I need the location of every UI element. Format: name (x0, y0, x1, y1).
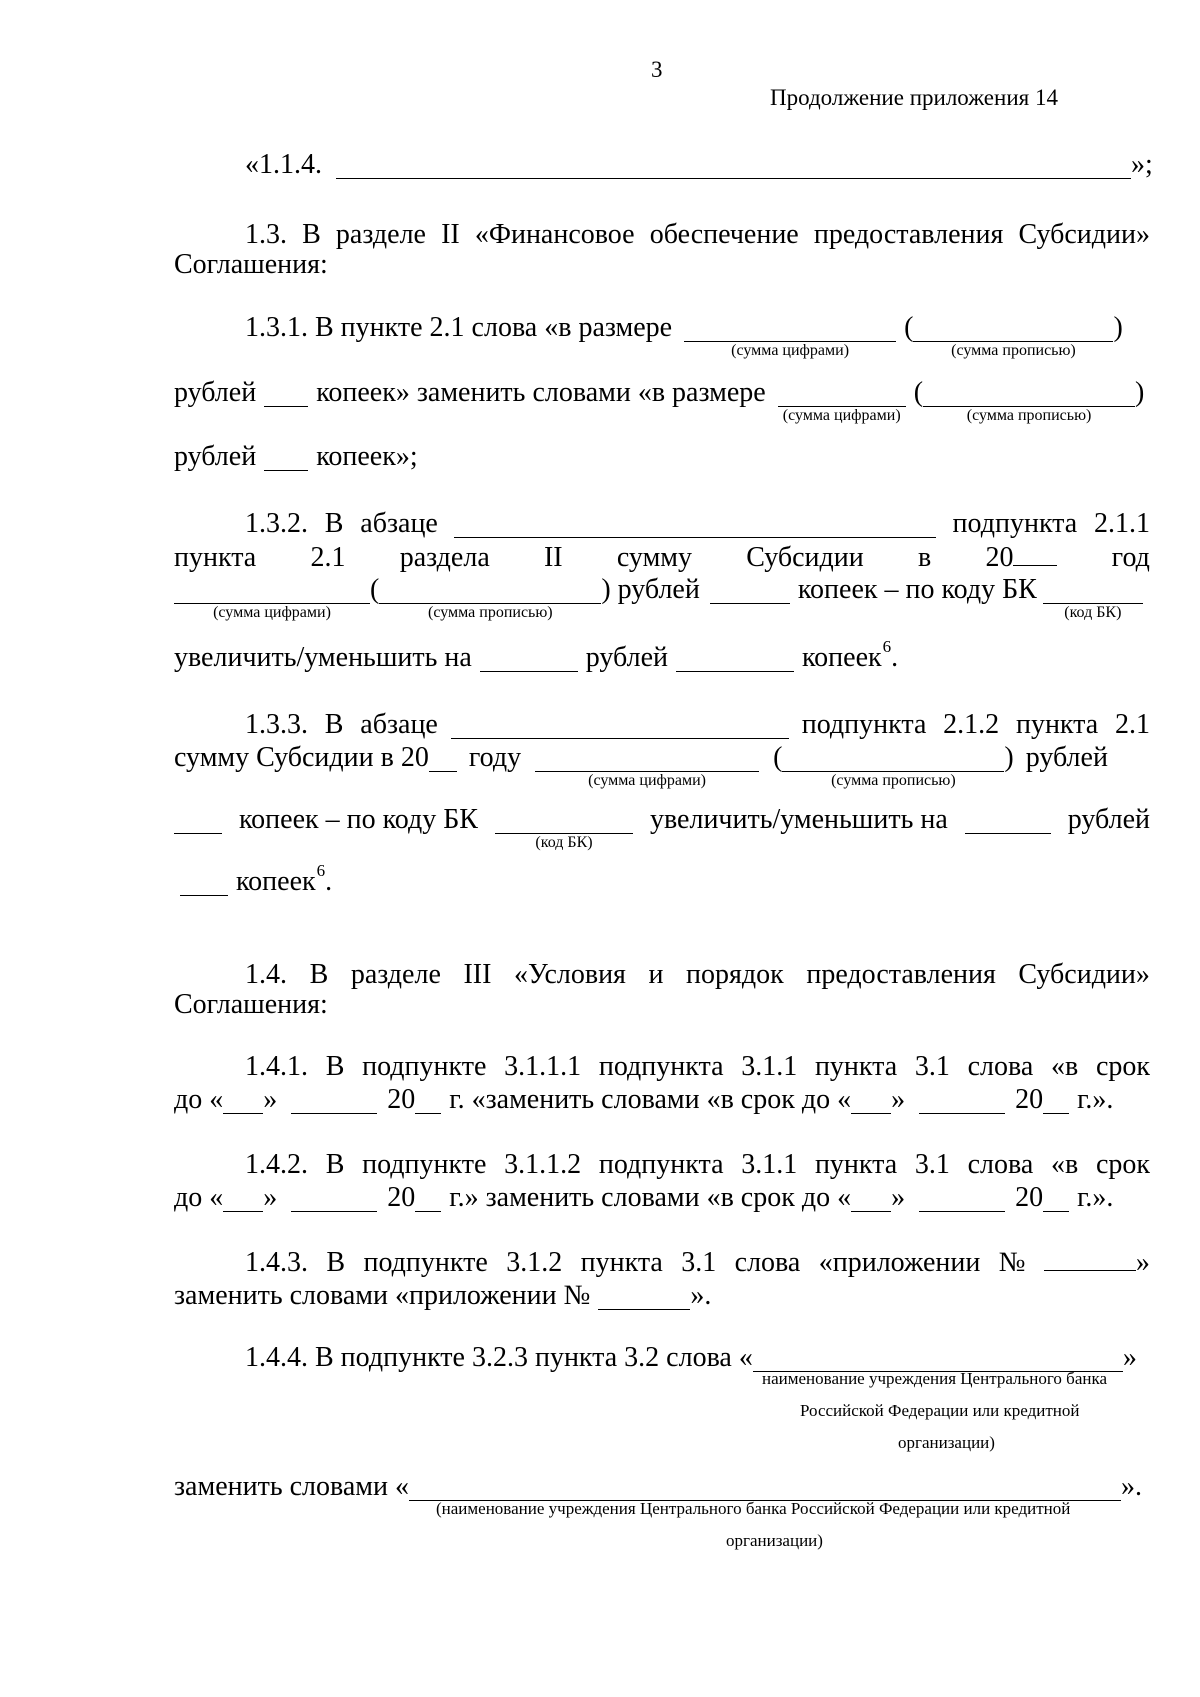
clause-1-4-2-line1 (245, 1145, 1150, 1179)
month-blank (291, 1089, 377, 1114)
clause-1-4-4-line2 (174, 1467, 1150, 1501)
clause-text: заменить словами «приложении № (174, 1280, 591, 1311)
sum-digits-caption: (сумма цифрами) (213, 604, 331, 621)
clause-word: срок (1095, 1149, 1150, 1180)
sum-digits-caption: (сумма цифрами) (782, 407, 901, 424)
kopecks-blank (676, 647, 794, 672)
clause-text: рублей (174, 441, 257, 472)
clause-1-3-3-line2 (174, 738, 1150, 789)
clause-word: В (302, 219, 321, 250)
clause-text: г. «заменить словами «в срок до « (449, 1084, 852, 1115)
clause-1-4-3-line1 (245, 1243, 1150, 1277)
year-blank (1013, 541, 1057, 566)
kopecks-blank (710, 579, 790, 604)
sum-digits-blank (684, 317, 896, 359)
clause-word: подпункте (362, 1051, 487, 1082)
clause-word: и (648, 959, 664, 990)
clause-word: 1.4.2. (245, 1149, 308, 1180)
blank-field (336, 154, 1131, 179)
clause-1-4-line1 (245, 955, 1150, 989)
sum-words-caption: (сумма прописью) (951, 342, 1076, 359)
clause-word: предоставления (806, 959, 996, 990)
clause-text: Соглашения: (174, 249, 328, 280)
sum-words-caption: (сумма прописью) (428, 604, 553, 621)
footnote-marker: 6 (882, 637, 892, 656)
clause-text: увеличить/уменьшить на (649, 804, 948, 835)
footnote-ref (802, 637, 899, 673)
clause-1-3-1-line2 (174, 373, 1150, 424)
clause-word: пункта (580, 1247, 663, 1278)
clause-word: слова (967, 1149, 1034, 1180)
clause-word: пункта (174, 542, 257, 573)
sum-words-caption: (сумма прописью) (966, 407, 1092, 424)
clause-text: рублей (1025, 742, 1108, 773)
clause-text: году (468, 742, 522, 773)
clause-text: до « (174, 1182, 224, 1213)
clause-text: копеек – по коду БК (797, 574, 1037, 605)
clause-1-3-3-line1 (245, 705, 1150, 739)
clause-1-3-1-line1 (245, 308, 1150, 359)
clause-word: III (463, 959, 492, 990)
clause-word: «в (1051, 1149, 1079, 1180)
quote-close: » (1122, 1342, 1137, 1373)
bank-name-caption-line2: Российской Федерации или кредитной (800, 1401, 1080, 1420)
sum-words-blank (782, 747, 1004, 789)
month-blank (291, 1187, 377, 1212)
clause-text: ». (690, 1280, 712, 1311)
sum-digits-caption: (сумма цифрами) (731, 342, 850, 359)
clause-1-3-3-line3 (174, 800, 1150, 851)
kopecks-blank (180, 871, 228, 896)
bk-code-blank (495, 809, 633, 851)
paren-close: ) (1004, 742, 1014, 773)
paren-open: ( (370, 574, 380, 605)
day-blank (223, 1089, 263, 1114)
clause-word: В (325, 1149, 345, 1180)
clause-text: ». (1121, 1471, 1142, 1502)
year-blank (1043, 1089, 1069, 1114)
clause-text: » (891, 1182, 906, 1213)
day-blank (851, 1187, 891, 1212)
clause-word: порядок (686, 959, 784, 990)
clause-word: 3.1.1.1 (504, 1051, 582, 1082)
clause-word: 1.3. (245, 219, 287, 250)
clause-word: разделе (350, 959, 441, 990)
clause-text: 1.4.4. В подпункте 3.2.3 пункта 3.2 слова « (245, 1342, 753, 1373)
clause-word: II (543, 542, 563, 573)
clause-word: В (326, 1247, 346, 1278)
sum-digits-blank (174, 579, 370, 621)
sum-digits-blank (778, 382, 906, 424)
year-blank (415, 1089, 441, 1114)
bank-name-caption-line3: организации) (898, 1433, 995, 1452)
clause-word: «в (1051, 1051, 1079, 1082)
clause-1-3-2-line1 (245, 504, 1150, 538)
clause-1-3-2-line2 (174, 538, 1150, 572)
year-blank (415, 1187, 441, 1212)
clause-word: подпункте (362, 1149, 487, 1180)
clause-1-4-line2 (174, 985, 1150, 1019)
quote-close: » (1135, 1247, 1150, 1278)
clause-word: II (441, 219, 460, 250)
clause-1-1-4-line (245, 145, 1153, 180)
clause-text: копеек»; (316, 441, 418, 472)
clause-word: срок (1095, 1051, 1150, 1082)
clause-word: раздела (399, 542, 490, 573)
clause-word: разделе (335, 219, 426, 250)
year-prefix (985, 541, 1057, 572)
clause-text: рублей (1067, 804, 1150, 835)
clause-word: пункта (814, 1051, 898, 1082)
month-blank (919, 1187, 1005, 1212)
year-prefix: 20 (1015, 1182, 1044, 1213)
period: . (891, 642, 899, 673)
clause-text: г.». (1077, 1084, 1114, 1115)
period: . (325, 866, 333, 897)
clause-word: слова (734, 1247, 801, 1278)
bank-name-caption-line1: наименование учреждения Центрального банка (762, 1369, 1108, 1388)
clause-word: 1.4. (245, 959, 287, 990)
clause-word: Субсидии» (1018, 959, 1150, 990)
day-blank (851, 1089, 891, 1114)
clause-text: подпункта 2.1.1 (952, 508, 1150, 539)
bank-name-blank (409, 1476, 1121, 1501)
year-prefix: 20 (387, 1084, 416, 1115)
clause-word: 1.4.1. (245, 1051, 308, 1082)
bk-code-caption: (код БК) (535, 834, 593, 851)
footnote-marker: 6 (316, 861, 326, 880)
clause-1-4-1-line1 (245, 1047, 1150, 1081)
clause-word: подпункта (598, 1051, 724, 1082)
clause-text: заменить словами « (174, 1471, 409, 1502)
day-blank (223, 1187, 263, 1212)
year-blank (429, 747, 457, 772)
clause-word: подпункте (363, 1247, 488, 1278)
sum-words-blank (913, 317, 1113, 359)
paren-open: ( (904, 312, 914, 343)
paren-close: ) (1113, 312, 1123, 343)
sum-words-blank (923, 382, 1135, 424)
clause-1-4-3-line2 (174, 1276, 1150, 1310)
clause-word: 3.1.1.2 (504, 1149, 582, 1180)
clause-1-4-2-line2 (174, 1178, 1150, 1212)
clause-text: 1.3.2. В абзаце (245, 508, 438, 539)
footnote-ref (236, 861, 333, 897)
kopecks-word: копеек (236, 866, 316, 897)
paren-close: ) (1135, 377, 1145, 408)
clause-text: » (263, 1084, 278, 1115)
clause-text: ) рублей (601, 574, 700, 605)
clause-word: «Финансовое (474, 219, 635, 250)
clause-word: подпункта (598, 1149, 724, 1180)
month-blank (919, 1089, 1005, 1114)
kopecks-blank (264, 446, 308, 471)
clause-1-4-4-line1 (245, 1338, 1150, 1372)
bank-name-caption2-line1: (наименование учреждения Центрального банка Российской Федерации или кредитной (436, 1499, 1071, 1518)
paren-open: ( (913, 377, 924, 408)
bk-code-caption: (код БК) (1064, 604, 1122, 621)
clause-word: Субсидии» (1018, 219, 1150, 250)
clause-text: копеек – по коду БК (239, 804, 478, 835)
clause-text: увеличить/уменьшить на (174, 642, 472, 673)
clause-text: » (263, 1182, 278, 1213)
clause-word: В (309, 959, 329, 990)
clause-word: № (998, 1247, 1026, 1278)
clause-word: Субсидии (746, 542, 864, 573)
kopecks-word: копеек (802, 642, 882, 673)
clause-1-4-1-line2 (174, 1080, 1150, 1114)
clause-1-3-line1 (245, 215, 1150, 249)
paren-open: ( (773, 742, 783, 773)
clause-text: » (891, 1084, 906, 1115)
page-number: 3 (651, 57, 663, 82)
clause-word: 2.1 (310, 542, 346, 573)
kopecks-blank (264, 382, 308, 407)
clause-word: «приложении (818, 1247, 981, 1278)
sum-digits-caption: (сумма цифрами) (588, 772, 706, 789)
clause-word: обеспечение (649, 219, 799, 250)
bk-code-blank (1043, 579, 1143, 621)
kopecks-blank (174, 809, 222, 834)
clause-word: 3.1 (914, 1051, 950, 1082)
clause-word: предоставления (813, 219, 1004, 250)
rubles-blank (480, 647, 578, 672)
clause-word: 3.1 (914, 1149, 950, 1180)
clause-text: Соглашения: (174, 989, 328, 1020)
sum-words-blank (379, 579, 601, 621)
bank-name-caption2-line2: организации) (726, 1531, 823, 1550)
paragraph-blank (454, 513, 936, 538)
clause-word: пункта (814, 1149, 898, 1180)
clause-word: 3.1.1 (741, 1149, 798, 1180)
clause-text: г.». (1077, 1182, 1114, 1213)
clause-text: 1.3.3. В абзаце (245, 709, 438, 740)
clause-text: сумму Субсидии в 20 (174, 742, 429, 773)
sum-digits-blank (535, 747, 759, 789)
clause-1-3-2-line4 (174, 638, 1150, 672)
rubles-blank (965, 809, 1051, 834)
clause-text: 1.3.1. В пункте 2.1 слова «в размере (245, 312, 673, 343)
clause-text: до « (174, 1084, 224, 1115)
clause-1-3-3-line4 (180, 862, 1156, 896)
clause-word: 3.1.2 (506, 1247, 563, 1278)
clause-word: 1.4.3. (245, 1247, 308, 1278)
paragraph-blank (451, 714, 789, 739)
clause-text: подпункта 2.1.2 пункта 2.1 (801, 709, 1150, 740)
clause-word: 3.1.1 (741, 1051, 798, 1082)
clause-text: рублей (585, 642, 668, 673)
clause-text: рублей (174, 377, 257, 408)
clause-text: г.» заменить словами «в срок до « (449, 1182, 852, 1213)
clause-close: »; (1131, 149, 1153, 180)
clause-1-3-2-line3 (174, 570, 1150, 621)
clause-text: копеек» заменить словами «в размере (316, 377, 766, 408)
clause-word: В (325, 1051, 345, 1082)
appendix-number-blank (1044, 1246, 1136, 1271)
clause-word: сумму (616, 542, 693, 573)
clause-word: слова (967, 1051, 1034, 1082)
clause-number: «1.1.4. (245, 149, 322, 180)
year-prefix: 20 (387, 1182, 416, 1213)
appendix-number-group (1044, 1246, 1150, 1277)
year-blank (1043, 1187, 1069, 1212)
year-prefix-text: 20 (985, 542, 1014, 573)
appendix-number-blank (598, 1285, 690, 1310)
clause-1-3-line2 (174, 245, 1150, 279)
clause-word: 3.1 (681, 1247, 717, 1278)
appendix-continuation-label: Продолжение приложения 14 (770, 85, 1058, 110)
clause-word: «Условия (513, 959, 626, 990)
clause-1-3-1-line3 (174, 437, 1150, 471)
sum-words-caption: (сумма прописью) (831, 772, 956, 789)
clause-word: год (1111, 542, 1150, 573)
clause-word: в (917, 542, 932, 573)
year-prefix: 20 (1015, 1084, 1044, 1115)
